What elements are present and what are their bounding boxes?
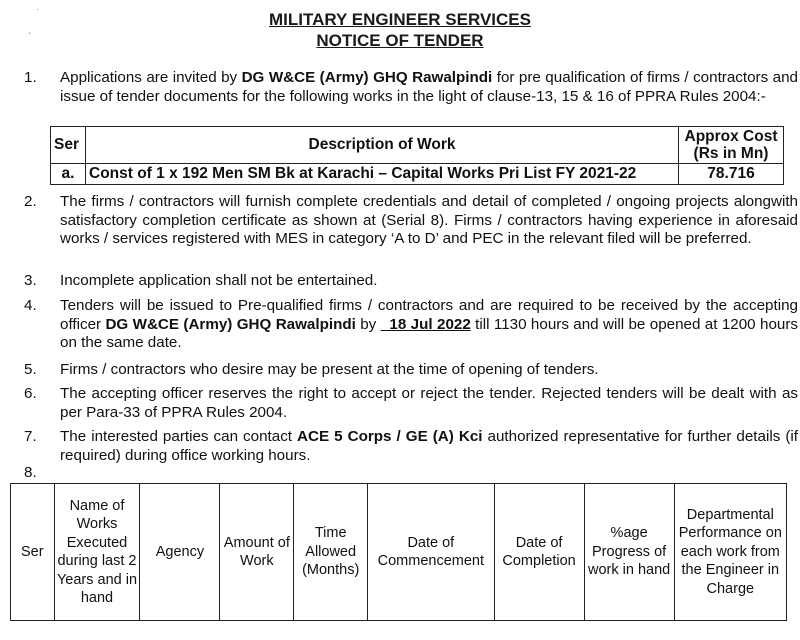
header-works: Name of Works Executed during last 2 Years and in hand [54,484,140,621]
header-progress: %age Progress of work in hand [584,484,674,621]
cell-ser: a. [51,164,86,185]
org-title: MILITARY ENGINEER SERVICES [269,10,531,29]
para-text: for pre qualification of firms / contractors and issue of tender documents for the following works in the light of clause-13, 15 & 16 of PPRA Rules 2004:- [60,69,799,105]
experience-table [10,483,787,621]
authority-name: DG W&CE (Army) GHQ Rawalpindi [105,315,356,333]
header-amount: Amount of Work [220,484,294,621]
para-number: 6. [24,385,37,402]
para-number: 7. [24,428,37,445]
header-ser: Ser [11,484,55,621]
cell-description: Const of 1 x 192 Men SM Bk at Karachi – Capital Works Pri List FY 2021-22 [86,164,679,185]
para-text: The accepting officer reserves the right to accept or reject the tender. Rejected tenders will be dealt with as per Para-33 of PPRA Rules 2004. [60,385,798,421]
para-text: Applications are invited by [60,69,242,86]
scan-mark: · [36,4,40,15]
para-number: 1. [24,69,37,86]
scan-mark: - [28,28,32,39]
closing-date: 18 Jul 2022 [380,315,471,333]
header-ser: Ser [51,127,86,164]
para-number: 5. [24,361,37,378]
table-header-row [51,127,784,164]
header-cost [679,127,784,164]
para-number: 3. [24,272,37,289]
table-header-row [11,484,787,621]
header-completion: Date of Completion [494,484,584,621]
para-text: The interested parties can contact [60,428,298,445]
notice-title: NOTICE OF TENDER [316,31,484,50]
table-row [51,164,784,185]
para-text: Tenders will be issued to Pre-qualified firms / contractors and are required to be received by the accepting officer [60,297,798,333]
para-text: authorized representative for further details (if required) during office working hours. [60,428,798,464]
header-commencement: Date of Commencement [368,484,494,621]
header-description: Description of Work [86,127,679,164]
para-number: 4. [24,297,37,314]
para-text: Firms / contractors who desire may be present at the time of opening of tenders. [60,361,599,378]
cell-cost: 78.716 [679,164,784,185]
authority-name: DG W&CE (Army) GHQ Rawalpindi [241,69,493,86]
para-text: Incomplete application shall not be entertained. [60,272,378,289]
contact-name: ACE 5 Corps / GE (A) Kci [297,428,483,445]
para-number: 2. [24,193,37,210]
header-cost-line2: (Rs in Mn) [693,145,769,162]
para-text: till 1130 hours and will be opened at 1200 hours on the same date. [60,315,798,351]
header-cost-line1: Approx Cost [684,128,778,145]
para-text: The firms / contractors will furnish complete credentials and detail of completed / ongoing projects alongwith satisfactory completion certificate as shown at (Serial 8). Firms / contractors having experience in aforesaid works / services registered with MES in category ‘A to D’ and PEC in the relevant filed will be preferred. [60,193,798,247]
para-text: by [355,315,381,333]
header-agency: Agency [140,484,220,621]
para-number: 8. [24,464,37,481]
header-time-allowed: Time Allowed (Months) [294,484,368,621]
header-performance: Departmental Performance on each work from the Engineer in Charge [674,484,786,621]
works-table [50,126,784,185]
